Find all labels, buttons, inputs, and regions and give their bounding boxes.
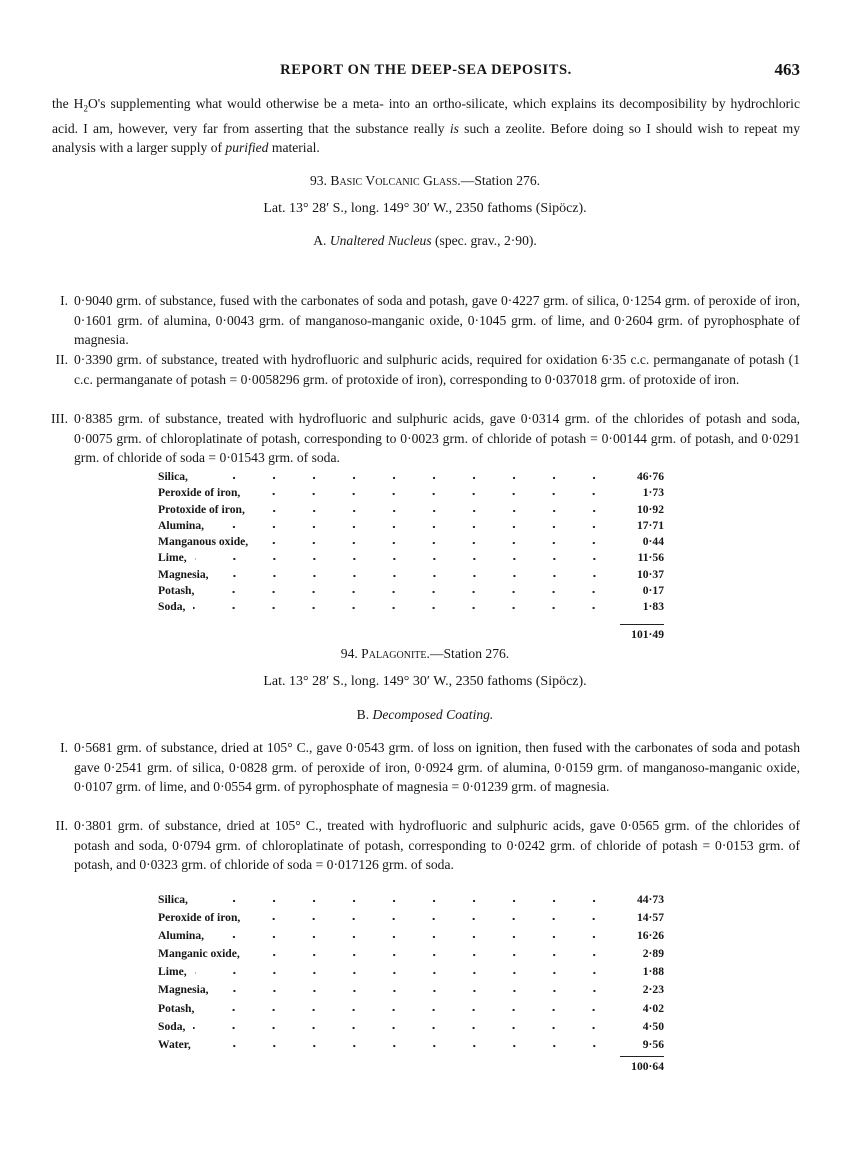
- item-number: II.: [55, 352, 68, 367]
- page-header: [52, 62, 800, 84]
- table-row: [158, 965, 664, 983]
- component-value: 11·56: [637, 551, 664, 565]
- table-row: [158, 893, 664, 911]
- table-row: [158, 600, 664, 616]
- component-value: 2·23: [642, 983, 664, 997]
- component-label: Potash,: [158, 584, 195, 598]
- sum-rule: [620, 1056, 664, 1057]
- component-value: 0·17: [642, 584, 664, 598]
- dot-leader: [212, 935, 614, 939]
- table-row: [158, 1020, 664, 1038]
- component-label: Manganous oxide,: [158, 535, 249, 549]
- text: the H: [52, 96, 84, 111]
- italic-text: is: [449, 120, 459, 136]
- component-label: Peroxide of iron,: [158, 911, 241, 925]
- table-row: [158, 983, 664, 1001]
- analysis-item: [38, 738, 800, 797]
- running-title: REPORT ON THE DEEP-SEA DEPOSITS.: [280, 62, 572, 78]
- component-label: Alumina,: [158, 518, 205, 532]
- component-value: 14·57: [636, 911, 664, 925]
- dot-leader: [217, 574, 614, 578]
- item-number: II.: [55, 818, 68, 833]
- location-94: Lat. 13° 28′ S., long. 149° 30′ W., 2350 fathoms (Sipöcz).: [263, 674, 587, 689]
- component-label: Water,: [158, 1037, 191, 1051]
- item-text: 0·3390 grm. of substance, treated with hydrofluoric and sulphuric acids, required for oxidation 6·35 c.c. permanganate of potash (1 c.c. permanganate of potash = 0·0058296 grm. of protoxide of iron), corresponding to 0·037018 grm. of protoxide of iron.: [74, 352, 800, 387]
- component-value: 10·37: [636, 567, 664, 581]
- subsection-heading-a: [0, 233, 850, 249]
- dot-leader: [195, 557, 614, 561]
- dot-leader: [193, 606, 614, 610]
- component-value: 9·56: [642, 1037, 664, 1051]
- item-number: III.: [51, 411, 68, 426]
- section-heading-93: [0, 173, 850, 189]
- table-row: [158, 535, 664, 551]
- table-row: [158, 568, 664, 584]
- analysis-item: [38, 350, 800, 389]
- component-value: 4·02: [642, 1001, 664, 1015]
- component-label: Alumina,: [158, 929, 205, 943]
- table-row: [158, 551, 664, 567]
- text: O's supplementing what would otherwise be a meta- into an ortho-silicate, which explains its decomposibility by hydrochloric acid. I am, however, very far from asserting that the substance really: [52, 96, 800, 136]
- component-label: Manganic oxide,: [158, 947, 240, 961]
- subscript: 2: [83, 103, 88, 114]
- component-label: Silica,: [158, 893, 188, 906]
- component-label: Magnesia,: [158, 983, 209, 997]
- dot-leader: [196, 899, 614, 903]
- location-93: Lat. 13° 28′ S., long. 149° 30′ W., 2350 fathoms (Sipöcz).: [263, 201, 587, 216]
- table-row: [158, 1002, 664, 1020]
- table-row: [158, 470, 664, 486]
- page-number: 463: [774, 60, 800, 79]
- component-value: 0·44: [642, 535, 664, 549]
- table-row: [158, 911, 664, 929]
- dot-leader: [253, 509, 614, 513]
- dot-leader: [193, 1026, 614, 1030]
- component-label: Peroxide of iron,: [158, 486, 241, 500]
- component-value: 17·71: [636, 518, 664, 532]
- component-label: Protoxide of iron,: [158, 502, 245, 516]
- subsection-letter: A.: [313, 233, 327, 248]
- station: —Station 276.: [429, 646, 510, 661]
- table-row: [158, 929, 664, 947]
- component-value: 1·73: [642, 486, 664, 500]
- italic-text: purified: [225, 139, 269, 155]
- dot-leader: [196, 476, 614, 480]
- component-label: Soda,: [158, 600, 186, 614]
- component-label: Potash,: [158, 1001, 195, 1015]
- item-text: 0·3801 grm. of substance, dried at 105° C., treated with hydrofluoric and sulphuric acids, gave 0·0565 grm. of the chlorides of potash and soda, 0·0794 grm. of chloroplatinate of potash, corresponding to 0·0242 grm. of chloride of potash = 0·0153 grm. of potash, and 0·0323 grm. of chloride of soda = 0·017126 grm. of soda.: [74, 818, 800, 872]
- section-heading-94: [0, 646, 850, 662]
- item-number: I.: [60, 293, 68, 308]
- component-value: 10·92: [636, 502, 664, 516]
- dot-leader: [248, 492, 614, 496]
- component-value: 2·89: [642, 947, 664, 961]
- component-label: Magnesia,: [158, 567, 209, 581]
- component-label: Silica,: [158, 470, 188, 483]
- subsection-heading-b: [0, 707, 850, 723]
- analysis-item: [38, 816, 800, 875]
- component-value: 44·73: [636, 893, 664, 906]
- table-row: [158, 1038, 664, 1056]
- dot-leader: [199, 1044, 614, 1048]
- component-label: Soda,: [158, 1019, 186, 1033]
- dot-leader: [195, 971, 614, 975]
- table-row: [158, 486, 664, 502]
- component-value: 46·76: [636, 470, 664, 483]
- subsection-letter: B.: [356, 707, 370, 722]
- table-row: [158, 947, 664, 965]
- item-text: 0·8385 grm. of substance, treated with hydrofluoric and sulphuric acids, gave 0·0314 grm. of the chlorides of potash and soda, 0·0075 grm. of chloroplatinate of potash, corresponding to 0·0023 grm. of chloride of potash = 0·00144 grm. of potash, and 0·0291 grm. of chloride of soda = 0·01543 grm. of soda.: [74, 411, 800, 465]
- table-total: 101·49: [631, 628, 664, 641]
- analysis-item: [38, 409, 800, 468]
- component-value: 4·50: [642, 1019, 664, 1033]
- intro-paragraph: [52, 94, 800, 157]
- sum-rule: [620, 624, 664, 625]
- dot-leader: [217, 989, 614, 993]
- text: such a zeolite. Before doing so I should wish to repeat my analysis with a larger supply of: [52, 120, 800, 155]
- section-number: 94.: [340, 646, 358, 661]
- composition-table-94: [158, 893, 664, 1078]
- analysis-item: [38, 291, 800, 350]
- item-text: 0·9040 grm. of substance, fused with the carbonates of soda and potash, gave 0·4227 grm. of silica, 0·1254 grm. of peroxide of iron, 0·1601 grm. of alumina, 0·0043 grm. of manganoso-manganic oxide, 0·1045 grm. of lime, and 0·2604 grm. of pyrophosphate of magnesia.: [74, 293, 800, 347]
- text: material.: [268, 139, 320, 155]
- section-name: Basic Volcanic Glass.: [330, 173, 461, 188]
- subsection-title: Unaltered Nucleus: [329, 233, 432, 248]
- component-value: 1·83: [642, 600, 664, 614]
- dot-leader: [202, 590, 614, 594]
- table-total: 100·64: [631, 1060, 664, 1073]
- section-name: Palagonite.: [361, 646, 430, 661]
- table-row: [158, 519, 664, 535]
- subsection-note: (spec. grav., 2·90).: [431, 233, 537, 248]
- dot-leader: [256, 541, 614, 545]
- dot-leader: [212, 525, 614, 529]
- table-row: [158, 584, 664, 600]
- dot-leader: [248, 953, 614, 957]
- dot-leader: [248, 917, 614, 921]
- station: —Station 276.: [460, 173, 541, 188]
- component-value: 1·88: [642, 965, 664, 979]
- item-number: I.: [60, 740, 68, 755]
- section-number: 93.: [309, 173, 327, 188]
- table-row: [158, 503, 664, 519]
- component-label: Lime,: [158, 551, 187, 565]
- subsection-title: Decomposed Coating.: [372, 707, 494, 722]
- dot-leader: [202, 1008, 614, 1012]
- component-label: Lime,: [158, 965, 187, 979]
- item-text: 0·5681 grm. of substance, dried at 105° C., gave 0·0543 grm. of loss on ignition, then fused with the carbonates of soda and potash gave 0·2541 grm. of silica, 0·0828 grm. of peroxide of iron, 0·0924 grm. of alumina, 0·0159 grm. of manganoso-manganic oxide, 0·0107 grm. of lime, and 0·0554 grm. of pyrophosphate of magnesia = 0·01239 grm. of magnesia.: [74, 740, 800, 794]
- component-value: 16·26: [636, 929, 664, 943]
- composition-table-93: [158, 470, 664, 645]
